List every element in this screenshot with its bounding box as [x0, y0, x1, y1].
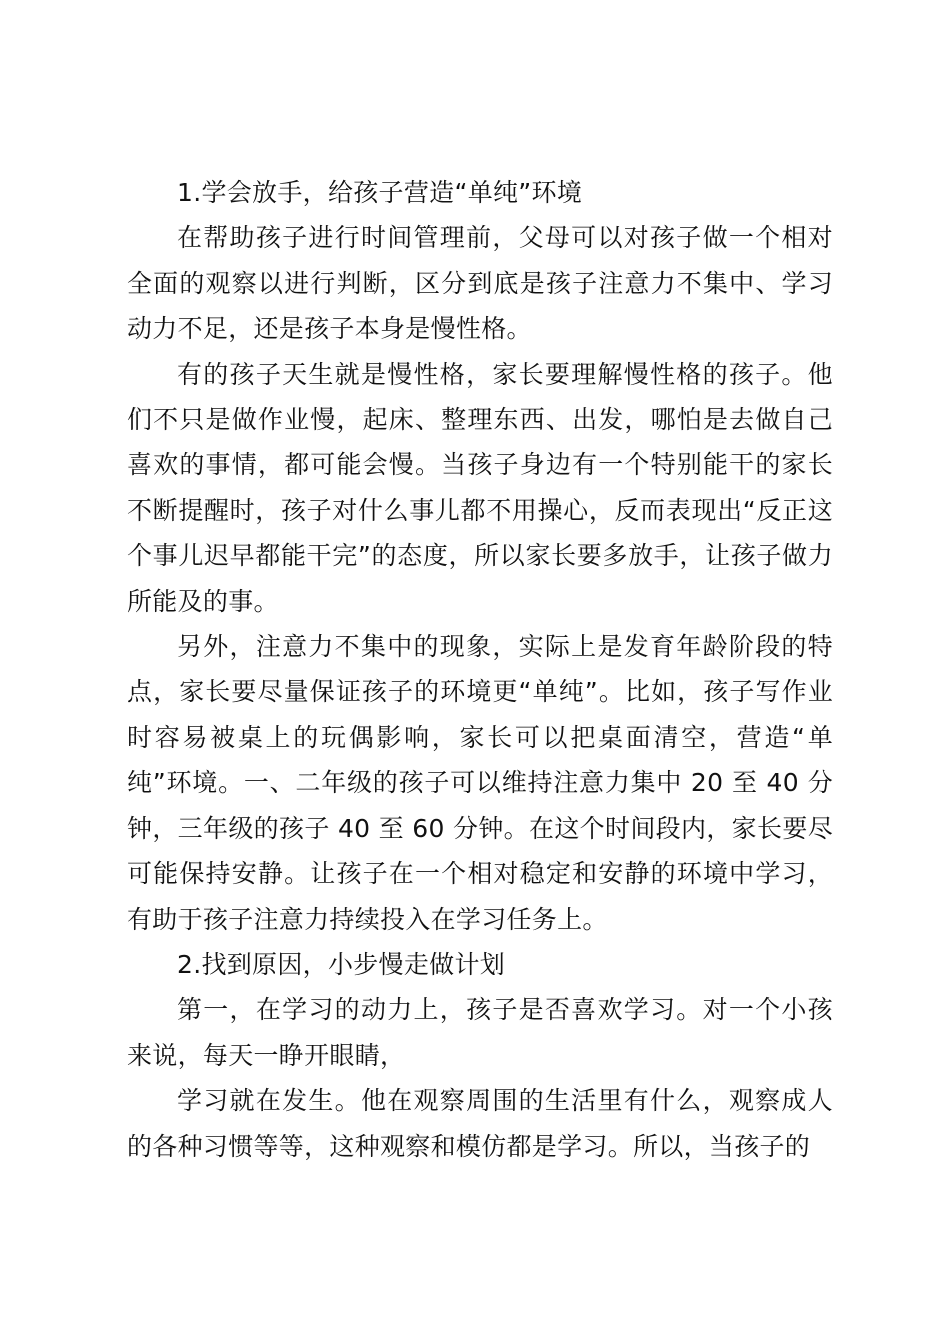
paragraph: 另外，注意力不集中的现象，实际上是发育年龄阶段的特点，家长要尽量保证孩子的环境更“单纯”。比如，孩子写作业时容易被桌上的玩偶影响，家长可以把桌面清空，营造“单纯”环境。一、二年级的孩子可以维持注意力集中 20 至 40 分钟，三年级的孩子 40 至 60 分钟。在这个时间段内，家长要尽可能保持安静。让孩子在一个相对稳定和安静的环境中学习，有助于孩子注意力持续投入在学习任务上。 — [127, 632, 833, 934]
paragraph: 学习就在发生。他在观察周围的生活里有什么，观察成人的各种习惯等等，这种观察和模仿都是学习。所以，当孩子的 — [127, 1086, 833, 1161]
section-heading-2: 2.找到原因，小步慢走做计划 — [177, 949, 506, 979]
section-heading-1: 1.学会放手，给孩子营造“单纯”环境 — [177, 178, 583, 207]
paragraph: 在帮助孩子进行时间管理前，父母可以对孩子做一个相对全面的观察以进行判断，区分到底是孩子注意力不集中、学习动力不足，还是孩子本身是慢性格。 — [127, 223, 833, 344]
paragraph: 有的孩子天生就是慢性格，家长要理解慢性格的孩子。他们不只是做作业慢，起床、整理东西、出发，哪怕是去做自己喜欢的事情，都可能会慢。当孩子身边有一个特别能干的家长不断提醒时，孩子对什么事儿都不用操心，反而表现出“反正这个事儿迟早都能干完”的态度，所以家长要多放手，让孩子做力所能及的事。 — [127, 359, 833, 616]
paragraph: 第一，在学习的动力上，孩子是否喜欢学习。对一个小孩来说，每天一睁开眼睛， — [127, 995, 833, 1070]
document-body — [127, 170, 833, 1169]
